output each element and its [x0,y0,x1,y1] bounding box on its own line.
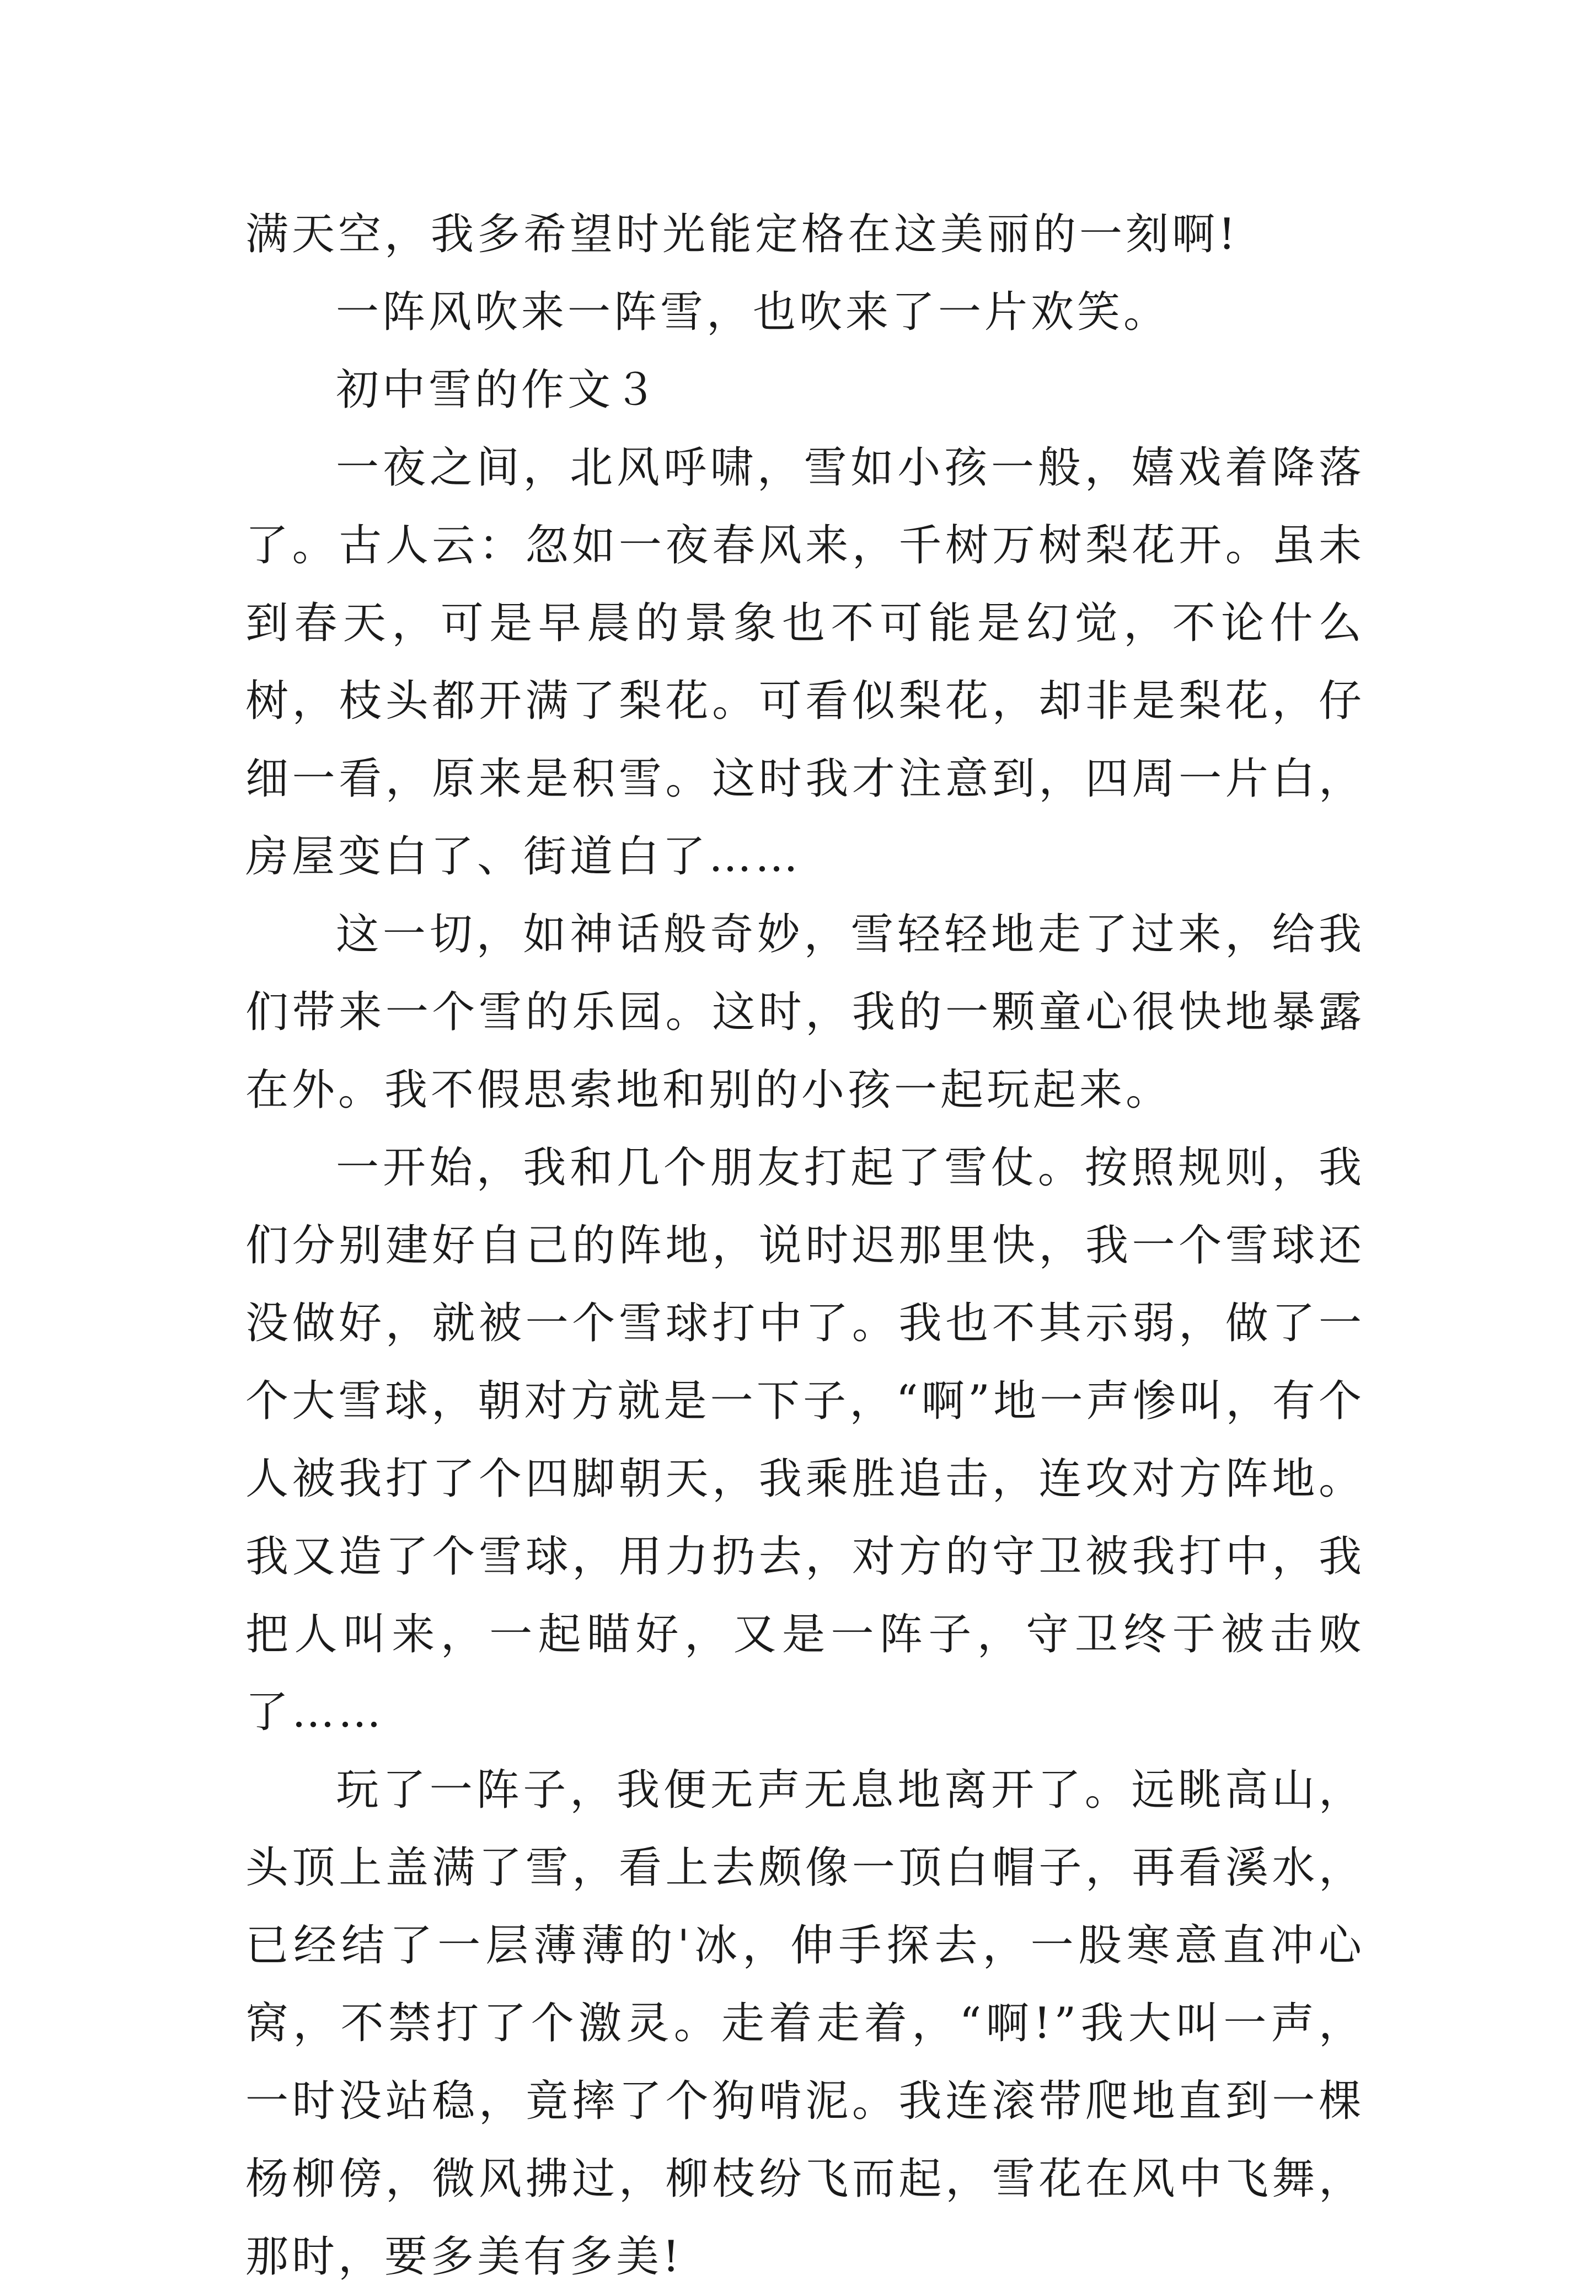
essay-body [245,196,1365,2296]
paragraph-continuation: 满天空，我多希望时光能定格在这美丽的一刻啊! [245,210,1239,259]
paragraph: 玩了一阵子，我便无声无息地离开了。远眺高山，头顶上盖满了雪，看上去颇像一顶白帽子，再看溪水，已经结了一层薄薄的'冰，伸手探去，一股寒意直冲心窝，不禁打了个激灵。走着走着，“啊!”我大叫一声，一时没站稳，竟摔了个狗啃泥。我连滚带爬地直到一棵杨柳傍，微风拂过，柳枝纷飞而起，雪花在风中飞舞，那时，要多美有多美! [245,1765,1365,2282]
paragraph: 这一切，如神话般奇妙，雪轻轻地走了过来，给我们带来一个雪的乐园。这时，我的一颗童心很快地暴露在外。我不假思索地和别的小孩一起玩起来。 [245,910,1365,1115]
paragraph: 一阵风吹来一阵雪，也吹来了一片欢笑。 [336,287,1170,337]
essay-title: 初中雪的作文３ [336,365,661,415]
paragraph: 一夜之间，北风呼啸，雪如小孩一般，嬉戏着降落了。古人云：忽如一夜春风来，千树万树梨花开。虽未到春天，可是早晨的景象也不可能是幻觉，不论什么树，枝头都开满了梨花。可看似梨花，却非是梨花，仔细一看，原来是积雪。这时我才注意到，四周一片白，房屋变白了、街道白了…… [245,443,1365,882]
paragraph: 一开始，我和几个朋友打起了雪仗。按照规则，我们分别建好自己的阵地，说时迟那里快，我一个雪球还没做好，就被一个雪球打中了。我也不其示弱，做了一个大雪球，朝对方就是一下子，“啊”地一声惨叫，有个人被我打了个四脚朝天，我乘胜追击，连攻对方阵地。我又造了个雪球，用力扔去，对方的守卫被我打中，我把人叫来，一起瞄好，又是一阵子，守卫终于被击败了…… [245,1143,1365,1737]
